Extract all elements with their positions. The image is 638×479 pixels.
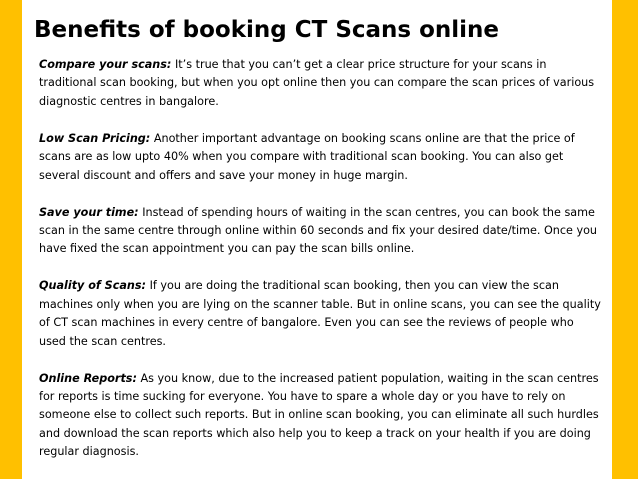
section-text: If you are doing the traditional scan booking, then you can view the scan machines only when you are lying on the scanner table. But in online scans, you can see the quality of CT scan machines in every centre of bangalore. Even you can see the reviews of people who used the scan centres. [39, 279, 601, 348]
section-quality-of-scans [39, 277, 602, 351]
section-heading: Save your time: [39, 205, 139, 219]
section-text: Instead of spending hours of waiting in the scan centres, you can book the same scan in the same centre through online within 60 seconds and fix your desired date/time. Once you have fixed the scan appointment you can pay the scan bills online. [39, 205, 598, 256]
section-online-reports [39, 370, 602, 462]
section-text: As you know, due to the increased patient population, waiting in the scan centres for reports is time sucking for everyone. You have to spare a whole day or you have to rely on someone else to collect such reports. But in online scan booking, you can eliminate all such hurdles and download the scan reports which also help you to keep a track on your health if you are doing regular diagnosis. [39, 371, 599, 459]
section-heading: Quality of Scans: [39, 279, 147, 293]
section-heading: Low Scan Pricing: [39, 131, 151, 145]
slide-title: Benefits of booking CT Scans online [34, 17, 500, 43]
section-compare-scans [39, 56, 602, 111]
slide [22, 0, 612, 479]
section-heading: Compare your scans: [39, 58, 172, 71]
section-low-scan-pricing [39, 130, 602, 185]
section-text: Another important advantage on booking scans online are that the price of scans are as low upto 40% when you compare with traditional scan booking. You can also get several discount and offers and save your money in huge margin. [39, 131, 575, 182]
section-text: It’s true that you can’t get a clear price structure for your scans in traditional scan booking, but when you opt online then you can compare the scan prices of various diagnostic centres in bangalore. [39, 58, 595, 108]
section-heading: Online Reports: [39, 371, 137, 385]
section-save-time [39, 204, 602, 259]
slide-body [39, 56, 602, 462]
